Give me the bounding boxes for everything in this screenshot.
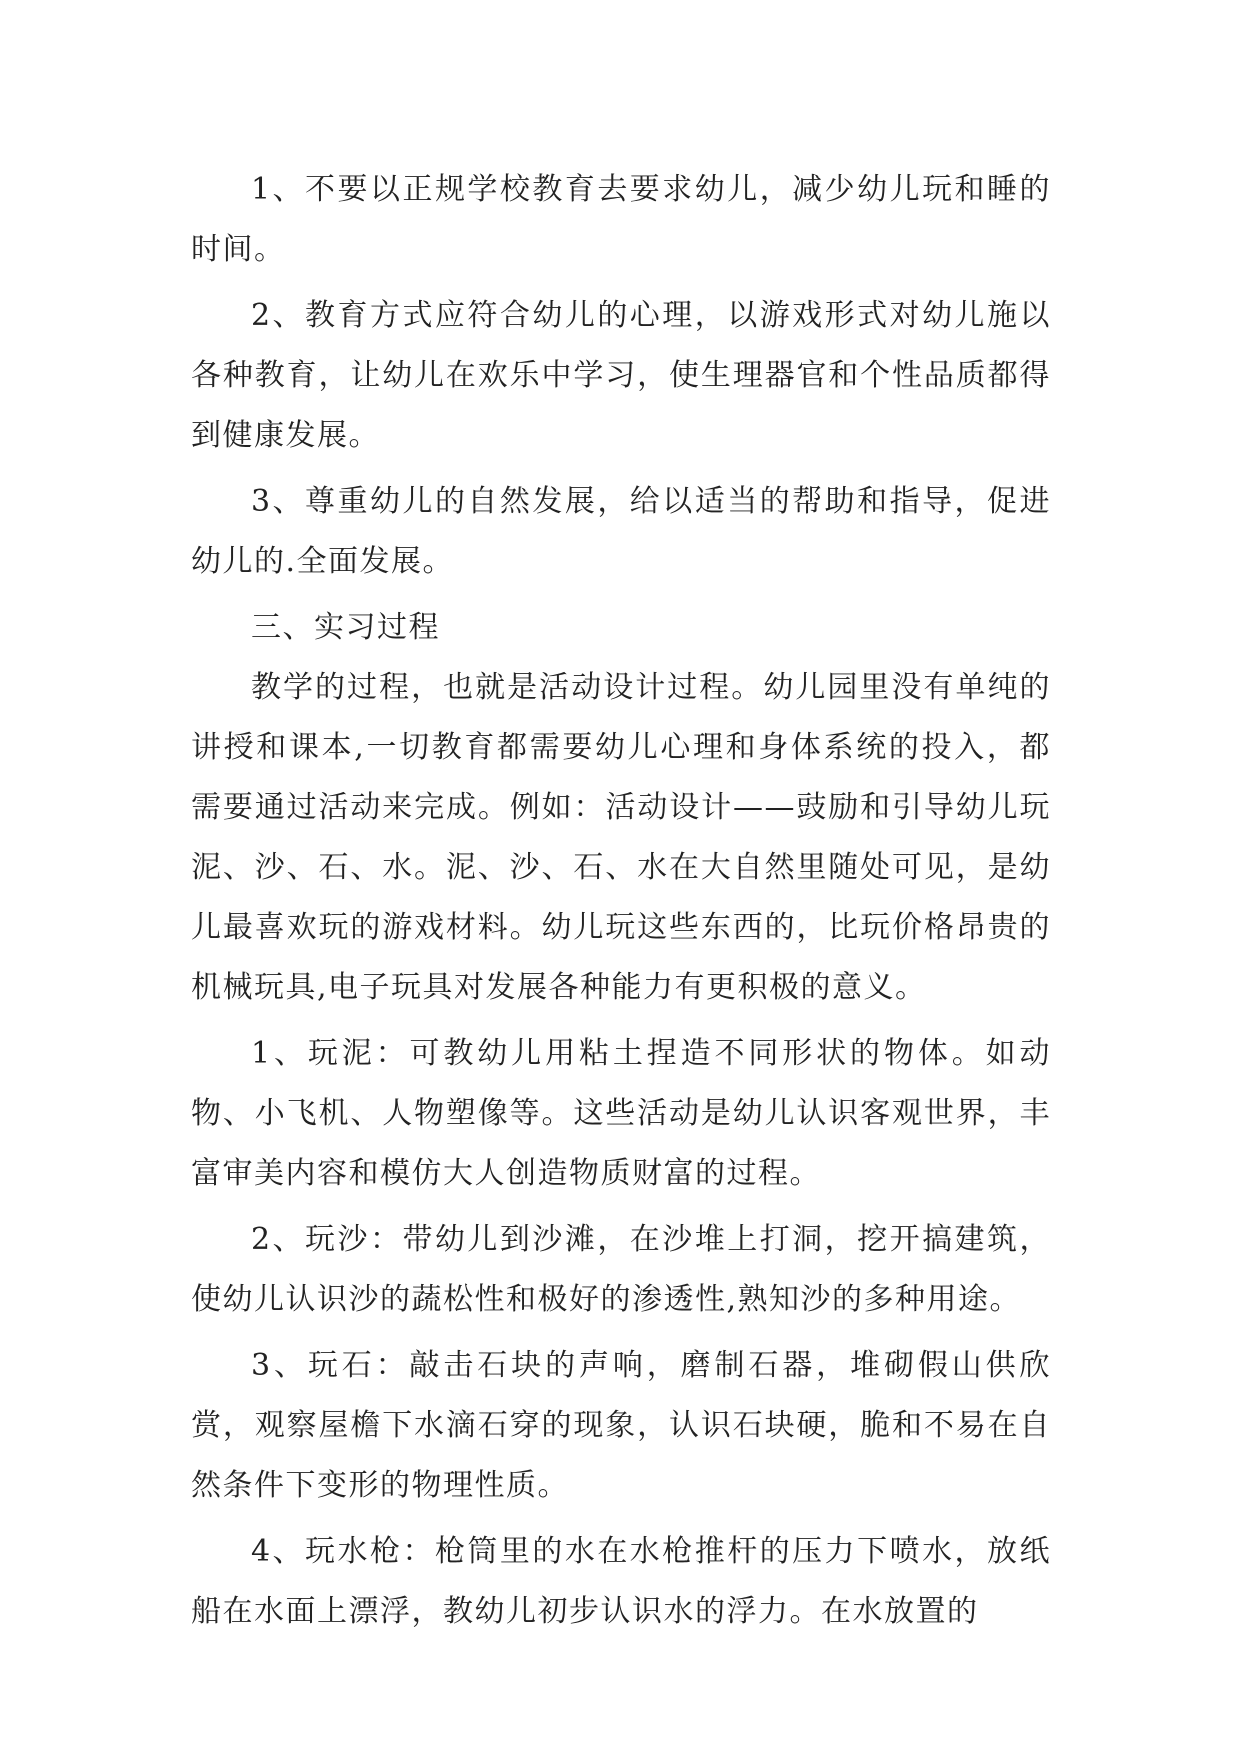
- paragraph-guideline-3: 3、尊重幼儿的自然发展，给以适当的帮助和指导，促进幼儿的.全面发展。: [191, 484, 1051, 579]
- paragraph-play-mud: 1、玩泥：可教幼儿用粘土捏造不同形状的物体。如动物、小飞机、人物塑像等。这些活动是幼儿认识客观世界，丰富审美内容和模仿大人创造物质财富的过程。: [191, 1036, 1051, 1191]
- paragraph-play-sand: 2、玩沙：带幼儿到沙滩，在沙堆上打洞，挖开搞建筑，使幼儿认识沙的蔬松性和极好的渗透性,熟知沙的多种用途。: [191, 1222, 1051, 1317]
- paragraph-play-water-gun: 4、玩水枪：枪筒里的水在水枪推杆的压力下喷水，放纸船在水面上漂浮，教幼儿初步认识水的浮力。在水放置的: [191, 1534, 1051, 1629]
- paragraph-guideline-2: 2、教育方式应符合幼儿的心理，以游戏形式对幼儿施以各种教育，让幼儿在欢乐中学习，使生理器官和个性品质都得到健康发展。: [191, 298, 1051, 453]
- section-heading: 三、实习过程: [251, 610, 440, 645]
- paragraph-guideline-1: 1、不要以正规学校教育去要求幼儿，减少幼儿玩和睡的时间。: [191, 172, 1051, 267]
- paragraph-play-stone: 3、玩石：敲击石块的声响，磨制石器，堆砌假山供欣赏，观察屋檐下水滴石穿的现象，认识石块硬，脆和不易在自然条件下变形的物理性质。: [191, 1348, 1051, 1503]
- paragraph-process-intro: 教学的过程，也就是活动设计过程。幼儿园里没有单纯的讲授和课本,一切教育都需要幼儿心理和身体系统的投入，都需要通过活动来完成。例如：活动设计——豉励和引导幼儿玩泥、沙、石、水。泥、沙、石、水在大自然里随处可见，是幼儿最喜欢玩的游戏材料。幼儿玩这些东西的，比玩价格昂贵的机械玩具,电子玩具对发展各种能力有更积极的意义。: [191, 670, 1051, 1005]
- document-page: [191, 160, 1051, 1648]
